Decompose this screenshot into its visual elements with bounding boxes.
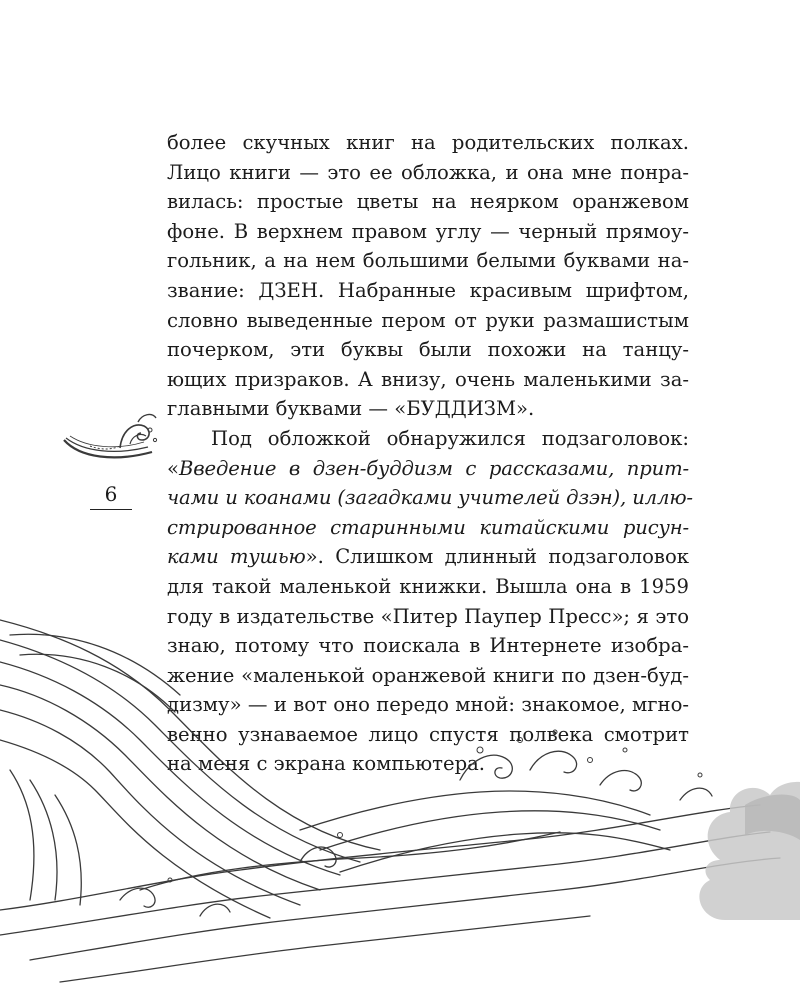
text-line bbox=[167, 572, 689, 602]
text-segment: Под обложкой обнаружился подзаголовок: bbox=[211, 426, 689, 450]
text-line bbox=[167, 542, 689, 572]
italic-text-segment: стрированное старинными китайскими рисун- bbox=[167, 515, 689, 539]
text-line bbox=[167, 128, 689, 158]
text-segment: словно выведенные пером от руки размашистым bbox=[167, 308, 689, 332]
text-line bbox=[167, 513, 689, 543]
text-segment: венно узнаваемое лицо спустя полвека смотрит bbox=[167, 722, 689, 746]
text-segment: звание: ДЗЕН. Набранные красивым шрифтом, bbox=[167, 278, 689, 302]
text-line bbox=[167, 276, 689, 306]
text-line bbox=[167, 335, 689, 365]
text-segment: ющих призраков. А внизу, очень маленькими за- bbox=[167, 367, 689, 391]
page-number: 6 bbox=[104, 482, 118, 506]
text-segment: гольник, а на нем большими белыми буквами на- bbox=[167, 249, 689, 273]
text-line bbox=[167, 187, 689, 217]
italic-text-segment: чами и коанами (загадками учителей дзэн), иллю- bbox=[167, 486, 693, 510]
text-line bbox=[167, 306, 689, 336]
text-segment: почерком, эти буквы были похожи на танцу- bbox=[167, 338, 689, 362]
text-segment: году в издательстве «Питер Паупер Пресс»; я это bbox=[167, 604, 689, 628]
italic-text-segment: ками тушью bbox=[167, 545, 306, 569]
text-segment: на меня с экрана компьютера. bbox=[167, 752, 486, 776]
text-segment: главными буквами — «БУДДИЗМ». bbox=[167, 397, 535, 421]
text-line bbox=[167, 424, 689, 454]
wave-ornament-icon bbox=[60, 400, 160, 470]
text-segment: « bbox=[167, 456, 179, 480]
text-line bbox=[167, 365, 689, 395]
text-line bbox=[167, 454, 689, 484]
text-segment: ». Слишком длинный подзаголовок bbox=[305, 545, 689, 569]
text-line bbox=[167, 246, 689, 276]
text-segment: дизму» — и вот оно передо мной: знакомое, мгно- bbox=[167, 693, 689, 717]
ocean-waves-illustration bbox=[0, 600, 800, 1000]
text-line bbox=[167, 158, 689, 188]
cloud-icon bbox=[699, 782, 800, 920]
text-segment: Лицо книги — это ее обложка, и она мне понра- bbox=[167, 160, 689, 184]
page-number-rule bbox=[90, 509, 132, 510]
text-line bbox=[167, 483, 693, 513]
text-segment: более скучных книг на родительских полках. bbox=[167, 131, 689, 154]
italic-text-segment: Введение в дзен-буддизм с рассказами, прит- bbox=[179, 456, 689, 480]
text-segment: жение «маленькой оранжевой книги по дзен-буд- bbox=[167, 663, 689, 687]
text-line bbox=[167, 217, 689, 247]
text-segment: фоне. В верхнем правом углу — черный прямоу- bbox=[167, 219, 689, 243]
text-segment: для такой маленькой книжки. Вышла она в 1959 bbox=[167, 574, 689, 598]
text-line bbox=[167, 394, 689, 424]
text-segment: вилась: простые цветы на неярком оранжевом bbox=[167, 190, 689, 214]
text-segment: знаю, потому что поискала в Интернете изобра- bbox=[167, 634, 689, 658]
